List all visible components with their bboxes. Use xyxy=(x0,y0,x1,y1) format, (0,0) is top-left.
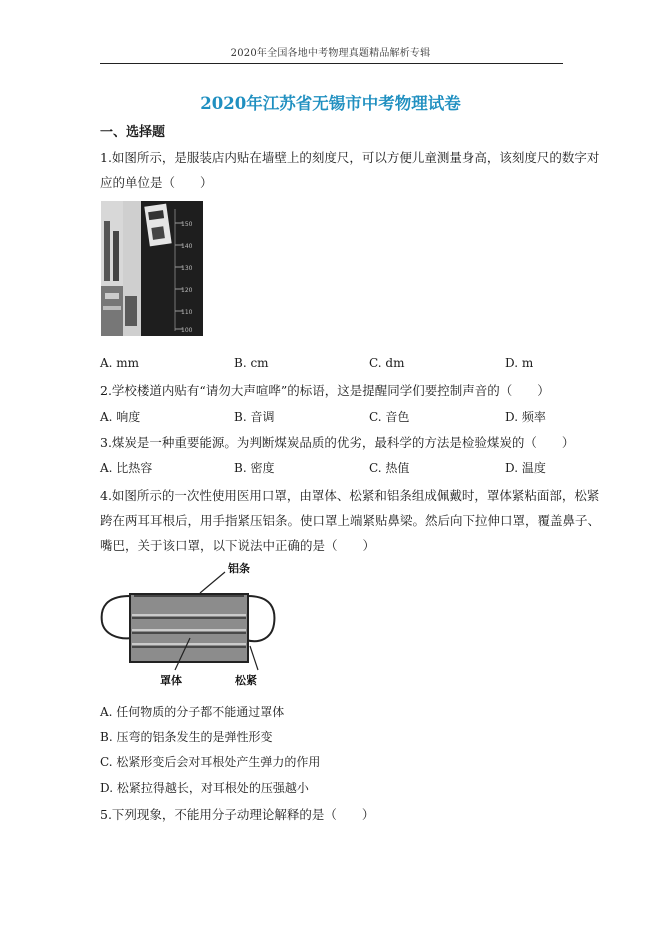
ruler-mark-label: 140 xyxy=(181,243,193,250)
q1-option-a: A. mm xyxy=(100,356,140,370)
ruler-mark-label: 100 xyxy=(181,327,193,334)
question-4-line-3: 嘴巴，关于该口罩，以下说法中正确的是（ ） xyxy=(100,538,376,553)
q3-option-c: C. 热值 xyxy=(369,461,410,475)
label-mask-body: 罩体 xyxy=(160,674,182,687)
ruler-mark-label: 130 xyxy=(181,265,193,272)
ruler-photo-figure xyxy=(101,201,203,336)
q4-option-d: D. 松紧拉得越长，对耳根处的压强越小 xyxy=(100,781,309,795)
question-4-line-2: 跨在两耳耳根后，用手指紧压铝条。使口罩上端紧贴鼻梁。然后向下拉伸口罩，覆盖鼻子、 xyxy=(100,513,601,528)
q3-option-d: D. 温度 xyxy=(505,461,546,475)
section-heading: 一、选择题 xyxy=(100,125,166,140)
q2-option-d: D. 频率 xyxy=(505,410,546,424)
question-5-line-1: 5.下列现象，不能用分子动理论解释的是（ ） xyxy=(100,807,375,822)
header-divider xyxy=(100,63,563,64)
ruler-mark-label: 150 xyxy=(181,221,193,228)
question-4-line-1: 4.如图所示的一次性使用医用口罩，由罩体、松紧和铝条组成佩戴时，罩体紧粘面部，松紧 xyxy=(100,488,600,503)
q2-option-b: B. 音调 xyxy=(234,410,275,424)
page-header: 2020年全国各地中考物理真题精品解析专辑 xyxy=(230,48,431,59)
question-3-line-1: 3.煤炭是一种重要能源。为判断煤炭品质的优劣，最科学的方法是检验煤炭的（ ） xyxy=(100,435,575,450)
question-2-line-1: 2.学校楼道内贴有“请勿大声喧哗”的标语，这是提醒同学们要控制声音的（ ） xyxy=(100,383,550,398)
q4-option-b: B. 压弯的铝条发生的是弹性形变 xyxy=(100,730,273,744)
mask-figure xyxy=(100,560,278,692)
q1-option-b: B. cm xyxy=(234,356,269,370)
ruler-mark-label: 120 xyxy=(181,287,193,294)
question-1-line-1: 1.如图所示，是服装店内贴在墙壁上的刻度尺，可以方便儿童测量身高，该刻度尺的数字对 xyxy=(100,150,600,165)
label-elastic-band: 松紧 xyxy=(235,674,257,687)
q3-option-a: A. 比热容 xyxy=(100,461,153,475)
q2-option-a: A. 响度 xyxy=(100,410,141,424)
q4-option-a: A. 任何物质的分子都不能通过罩体 xyxy=(100,705,285,719)
question-1-line-2: 应的单位是（ ） xyxy=(100,175,213,190)
q1-option-c: C. dm xyxy=(369,356,405,370)
q2-option-c: C. 音色 xyxy=(369,410,410,424)
ruler-mark-label: 110 xyxy=(181,309,193,316)
label-aluminum-strip: 铝条 xyxy=(228,562,250,575)
page-title: 2020年江苏省无锡市中考物理试卷 xyxy=(200,94,461,113)
q3-option-b: B. 密度 xyxy=(234,461,275,475)
q1-option-d: D. m xyxy=(505,356,534,370)
q4-option-c: C. 松紧形变后会对耳根处产生弹力的作用 xyxy=(100,755,321,769)
